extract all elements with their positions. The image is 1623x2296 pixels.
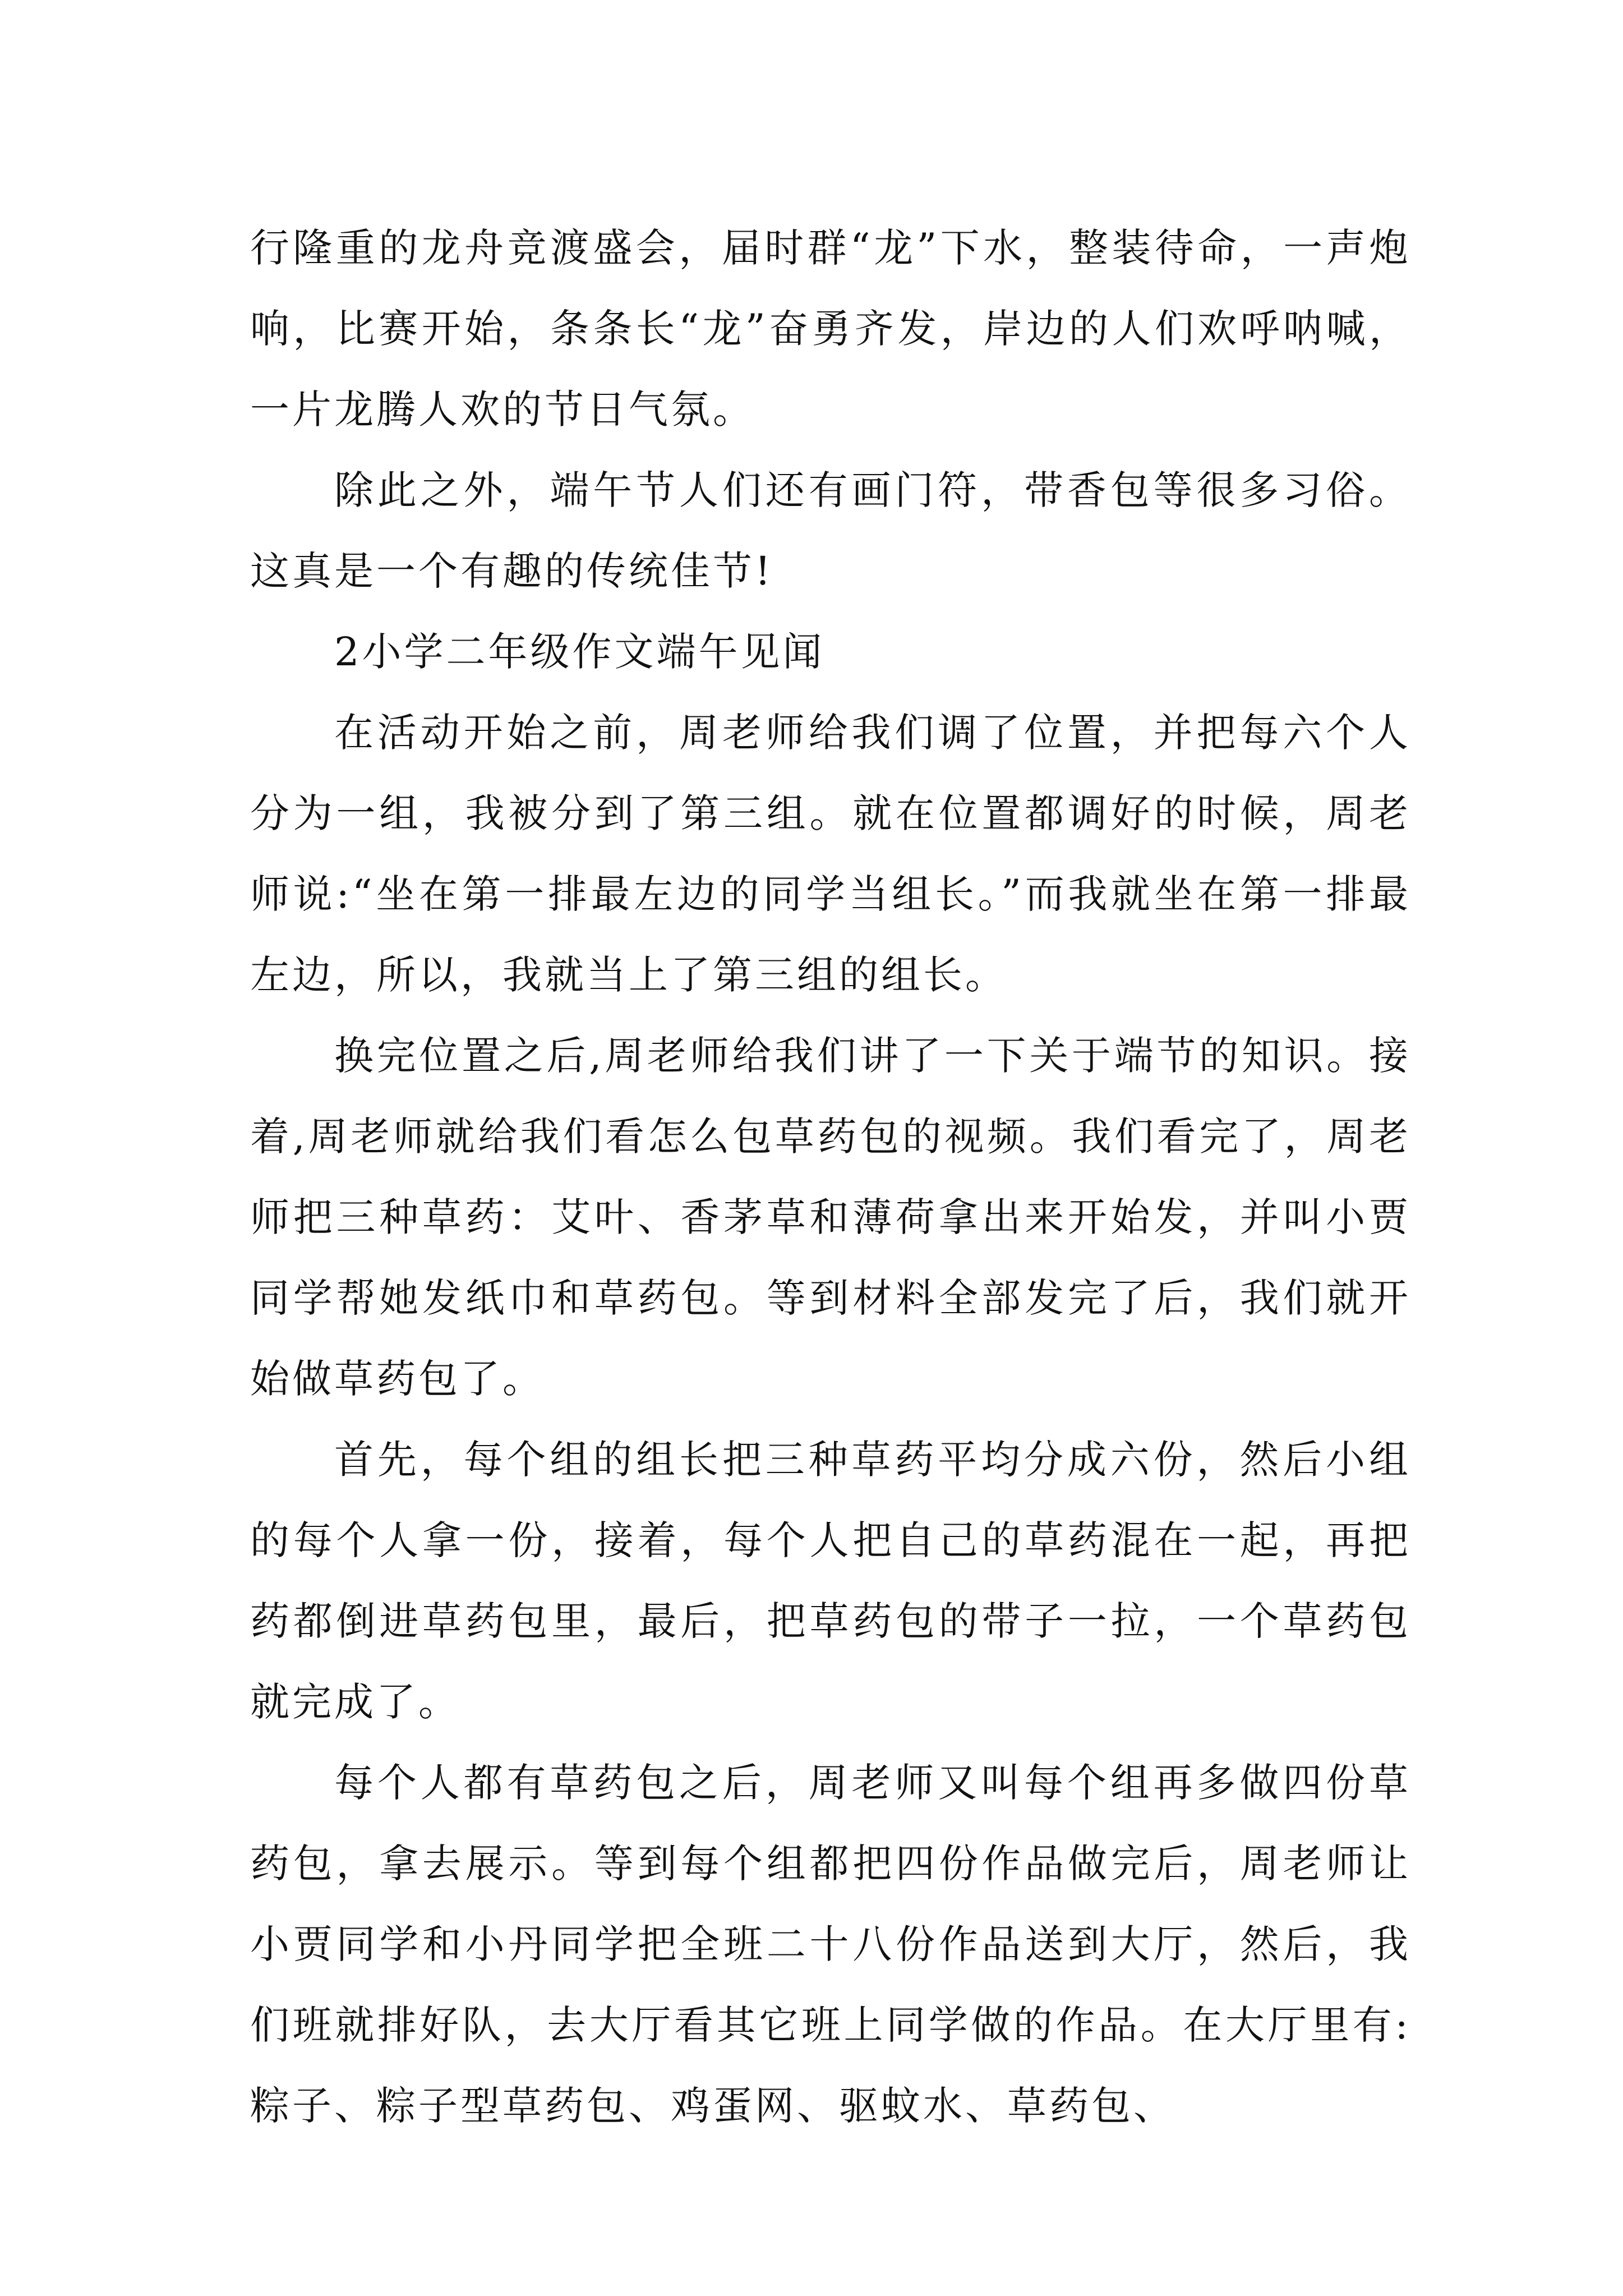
document-body	[250, 208, 1411, 2146]
paragraph-exhibition: 每个人都有草药包之后，周老师又叫每个组再多做四份草药包，拿去展示。等到每个组都把四份作品做完后，周老师让小贾同学和小丹同学把全班二十八份作品送到大厅，然后，我们班就排好队，去大厅看其它班上同学做的作品。在大厅里有:粽子、粽子型草药包、鸡蛋网、驱蚊水、草药包、	[250, 1760, 1411, 2129]
essay-heading: 2小学二年级作文端午见闻	[334, 629, 825, 675]
paragraph-group-assignment: 在活动开始之前，周老师给我们调了位置，并把每六个人分为一组，我被分到了第三组。就在位置都调好的时候，周老师说:“坐在第一排最左边的同学当组长。”而我就坐在第一排最左边，所以，我就当上了第三组的组长。	[250, 710, 1411, 998]
paragraph-herb-materials: 换完位置之后,周老师给我们讲了一下关于端节的知识。接着,周老师就给我们看怎么包草药包的视频。我们看完了，周老师把三种草药：艾叶、香茅草和薄荷拿出来开始发，并叫小贾同学帮她发纸巾和草药包。等到材料全部发完了后，我们就开始做草药包了。	[250, 1033, 1411, 1402]
paragraph-other-customs: 除此之外，端午节人们还有画门符，带香包等很多习俗。这真是一个有趣的传统佳节!	[250, 467, 1411, 594]
paragraph-dragon-boat-race: 行隆重的龙舟竞渡盛会，届时群“龙”下水，整装待命，一声炮响，比赛开始，条条长“龙”奋勇齐发，岸边的人们欢呼呐喊，一片龙腾人欢的节日气氛。	[250, 225, 1411, 432]
paragraph-making-sachet: 首先，每个组的组长把三种草药平均分成六份，然后小组的每个人拿一份，接着，每个人把自己的草药混在一起，再把药都倒进草药包里，最后，把草药包的带子一拉，一个草药包就完成了。	[250, 1437, 1411, 1725]
